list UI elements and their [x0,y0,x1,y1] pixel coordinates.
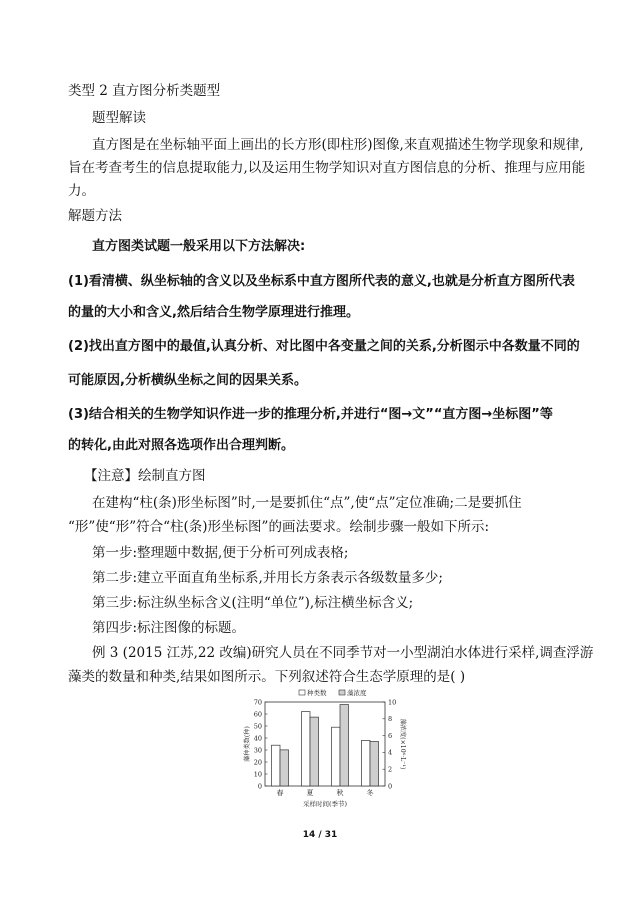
y-axis-label-right: 藻浓度(×10⁶·L⁻¹) [399,718,406,770]
right-tick-label: 10 [388,698,397,707]
note-title: 【注意】绘制直方图 [84,468,206,484]
note-step-1: 第一步:整理题中数据,便于分析可列成表格; [92,545,349,561]
bar-algae-concentration [310,717,319,786]
left-tick-label: 70 [253,698,262,707]
bar-species-count [332,727,341,786]
left-tick-label: 60 [253,710,262,719]
page-number: 14 / 31 [302,830,338,840]
x-tick-label: 春 [276,789,284,797]
section-heading: 类型 2 直方图分析类题型 [68,83,221,99]
note-step-2: 第二步:建立平面直角坐标系,并用长方条表示各级数量多少; [92,570,443,586]
intro-line-3: 力。 [68,183,95,199]
left-tick-label: 20 [253,758,262,767]
note-body-line-1: 在建构“柱(条)形坐标图”时,一是要抓住“点”,使“点”定位准确;二是要抓住 [92,495,522,511]
right-tick-label: 6 [388,731,393,740]
example-line-2: 藻类的数量和种类,结果如图所示。下列叙述符合生态学原理的是( ) [68,669,466,685]
legend-label-concentration: 藻浓度 [347,689,367,697]
legend-swatch-species [299,690,305,695]
note-body-line-2: “形”使“形”符合“柱(条)形坐标图”的画法要求。绘制步骤一般如下所示: [68,519,489,535]
bar-algae-concentration [370,741,379,786]
bar-algae-concentration [340,705,349,786]
x-tick-label: 冬 [366,789,374,797]
legend-label-species: 种类数 [307,689,327,697]
note-step-4: 第四步:标注图像的标题。 [92,620,246,636]
right-tick-label: 2 [388,765,393,774]
x-axis-label: 采样时间(季节) [302,800,348,808]
intro-line-2: 旨在考查考生的信息提取能力,以及运用生物学知识对直方图信息的分析、推理与应用能 [68,160,586,176]
x-tick-label: 夏 [306,789,314,797]
right-tick-label: 8 [388,715,393,724]
y-axis-label-left: 藻种类数(种) [244,726,251,762]
left-tick-label: 30 [253,746,262,755]
legend-swatch-concentration [339,690,345,695]
left-tick-label: 40 [253,734,262,743]
bar-species-count [362,740,371,786]
method-step3-line-2: 的转化,由此对照各选项作出合理判断。 [68,438,294,453]
left-tick-label: 10 [253,770,262,779]
bar-species-count [272,745,281,786]
left-tick-label: 0 [257,782,262,791]
method-step3-line-1: (3)结合相关的生物学知识作进一步的推理分析,并进行“图→文”“直方图→坐标图”等 [68,407,553,422]
bar-species-count [302,712,311,786]
right-tick-label: 4 [388,748,393,757]
method-step1-line-2: 的量的大小和含义,然后结合生物学原理进行推理。 [68,305,359,320]
left-tick-label: 50 [253,722,262,731]
bar-algae-concentration [280,750,289,786]
method-step2-line-2: 可能原因,分析横纵坐标之间的因果关系。 [68,373,307,388]
method-step2-line-1: (2)找出直方图中的最值,认真分析、对比图中各变量之间的关系,分析图示中各数量不同的 [68,339,580,354]
right-tick-label: 0 [388,782,393,791]
x-tick-label: 秋 [336,789,344,797]
example-line-1: 例 3 (2015 江苏,22 改编)研究人员在不同季节对一小型湖泊水体进行采样,调查浮游 [92,645,594,661]
intro-line-1: 直方图是在坐标轴平面上画出的长方形(即柱形)图像,来直观描述生物学现象和规律, [92,137,584,153]
bar-chart [225,688,425,813]
section-subheading: 题型解读 [92,110,146,126]
note-step-3: 第三步:标注纵坐标含义(注明“单位”),标注横坐标含义; [92,595,414,611]
method-heading: 解题方法 [68,208,122,224]
method-lead: 直方图类试题一般采用以下方法解决: [92,239,306,254]
method-step1-line-1: (1)看清横、纵坐标轴的含义以及坐标系中直方图所代表的意义,也就是分析直方图所代表 [68,274,575,289]
